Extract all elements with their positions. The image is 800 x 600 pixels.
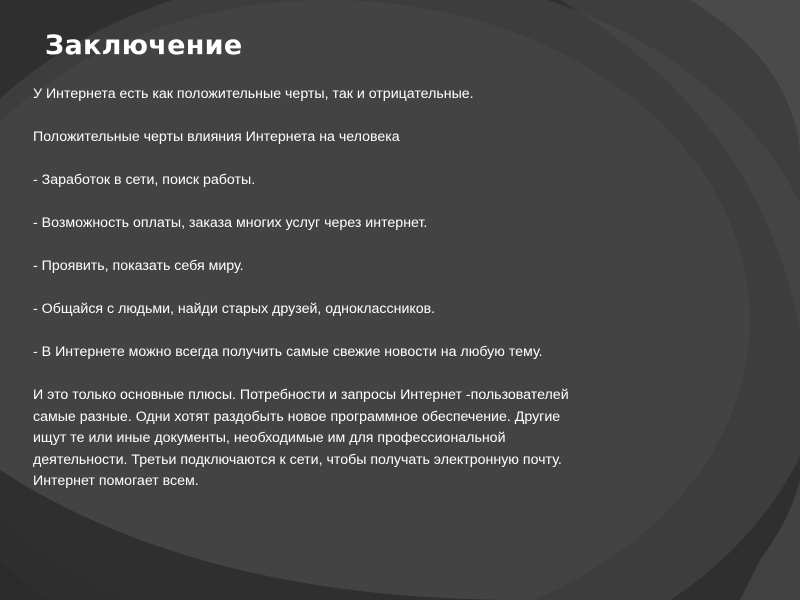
spacer — [33, 149, 733, 171]
conclusion-line: И это только основные плюсы. Потребности и запросы Интернет -пользователей — [33, 387, 569, 403]
positives-heading: Положительные черты влияния Интернета на человека — [33, 129, 400, 145]
bullet-item: - Общайся с людьми, найди старых друзей, одноклассников. — [33, 301, 436, 317]
spacer — [33, 278, 733, 300]
conclusion-paragraph — [33, 385, 733, 493]
spacer — [33, 321, 733, 343]
conclusion-line: самые разные. Одни хотят раздобыть новое программное обеспечение. Другие — [33, 408, 561, 425]
bullet-item: - Заработок в сети, поиск работы. — [33, 172, 256, 188]
bullet-item: - В Интернете можно всегда получить самые свежие новости на любую тему. — [33, 344, 543, 360]
slide-title: Заключение — [45, 30, 243, 61]
bullet-item: - Возможность оплаты, заказа многих услуг через интернет. — [33, 215, 428, 231]
spacer — [33, 364, 733, 386]
spacer — [33, 192, 733, 214]
intro-text: У Интернета есть как положительные черты, так и отрицательные. — [33, 86, 474, 102]
conclusion-line: Интернет помогает всем. — [33, 473, 199, 489]
spacer — [33, 235, 733, 257]
bullet-item: - Проявить, показать себя миру. — [33, 258, 244, 274]
conclusion-line: деятельности. Третьи подключаются к сети, чтобы получать электронную почту. — [33, 451, 562, 468]
slide-body — [33, 84, 733, 493]
spacer — [33, 106, 733, 128]
conclusion-line: ищут те или иные документы, необходимые им для профессиональной — [33, 430, 506, 446]
